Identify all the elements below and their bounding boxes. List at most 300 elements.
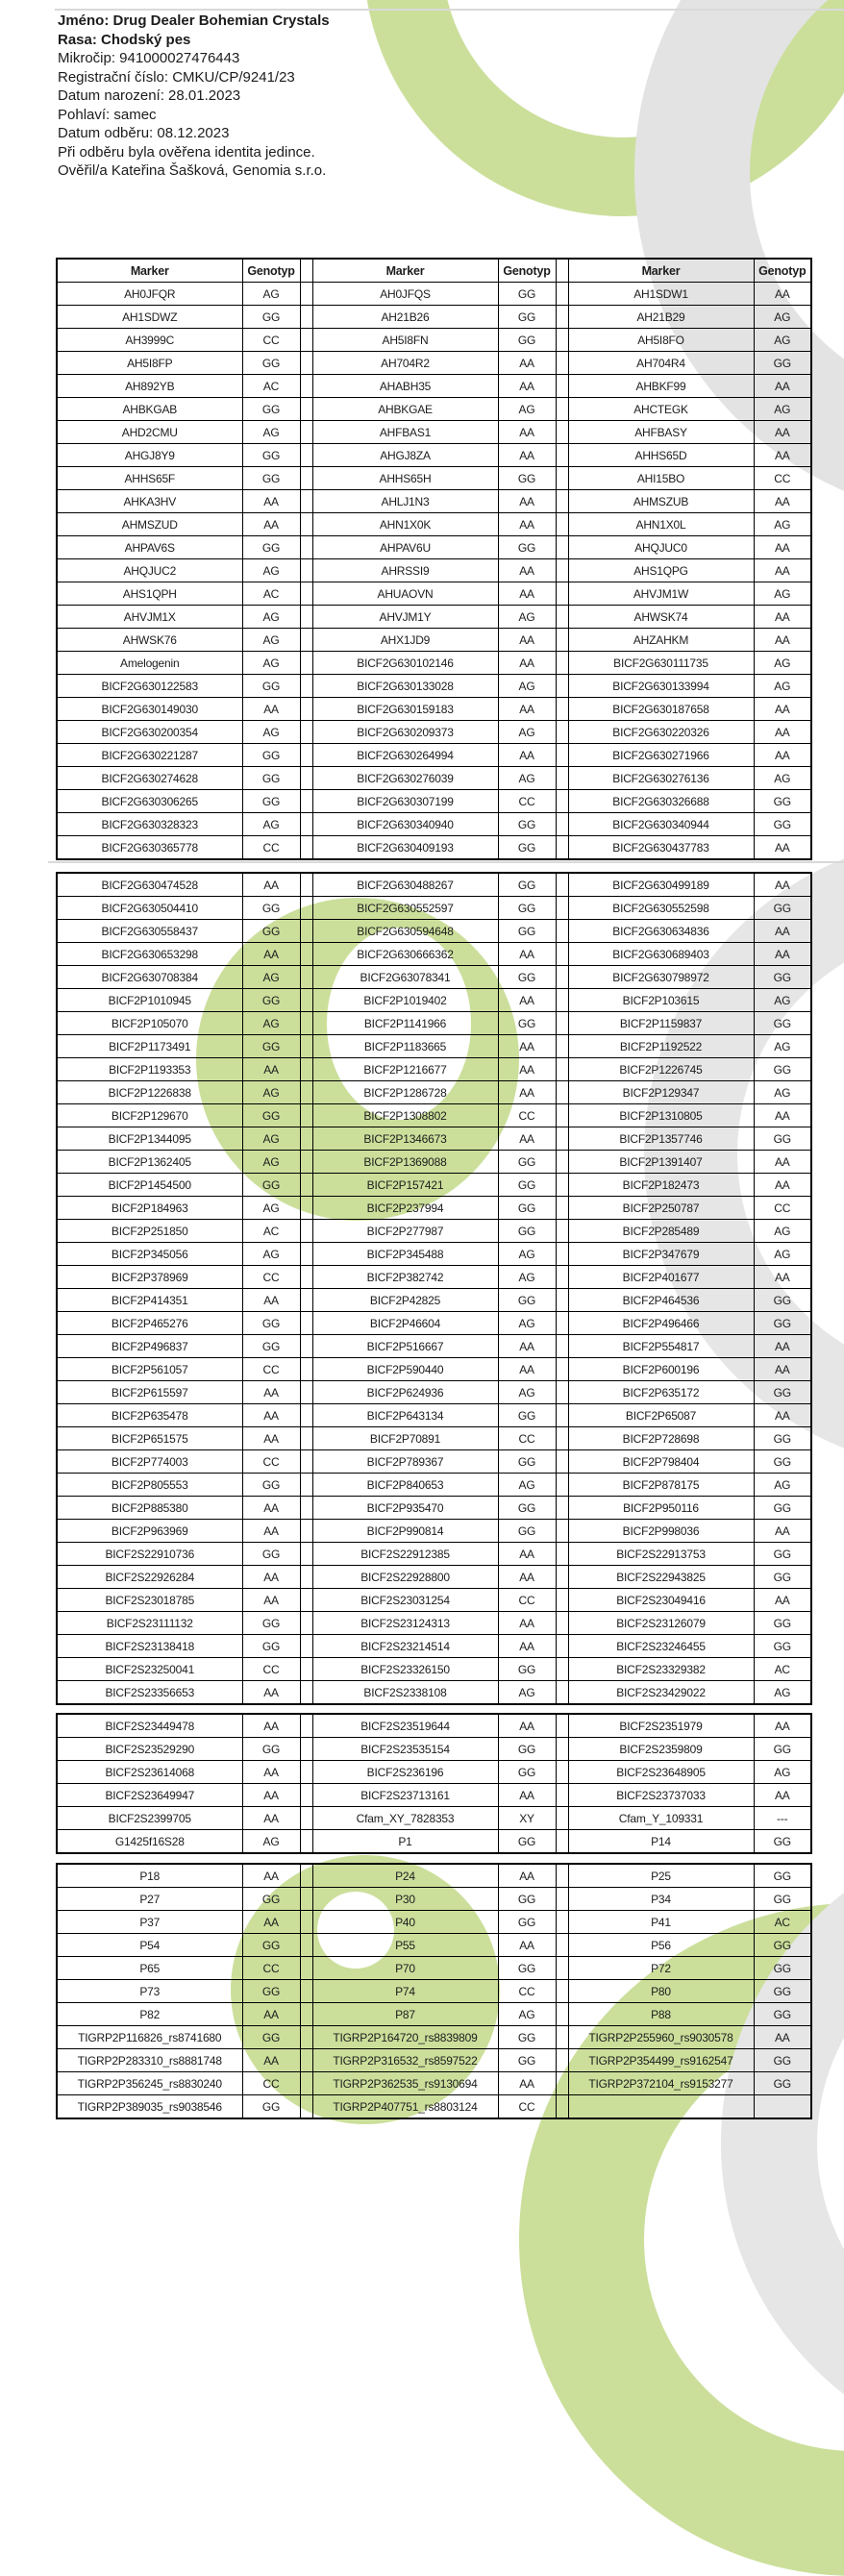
genotype-cell: AA bbox=[498, 652, 556, 675]
genotype-cell: AA bbox=[754, 1784, 811, 1807]
genotype-cell: CC bbox=[498, 1589, 556, 1612]
genotype-cell: AC bbox=[754, 1658, 811, 1681]
spacer-cell bbox=[300, 1612, 312, 1635]
genotype-cell: GG bbox=[754, 2049, 811, 2072]
genotype-cell: GG bbox=[242, 1888, 300, 1911]
spacer-cell bbox=[556, 1289, 568, 1312]
genotype-cell: GG bbox=[754, 1980, 811, 2003]
genotype-cell: AA bbox=[498, 490, 556, 513]
marker-cell: BICF2S23535154 bbox=[312, 1738, 498, 1761]
marker-cell: Amelogenin bbox=[57, 652, 242, 675]
table-row bbox=[57, 1358, 811, 1381]
marker-cell: P40 bbox=[312, 1911, 498, 1934]
genotype-cell: GG bbox=[242, 1335, 300, 1358]
marker-cell: BICF2S23138418 bbox=[57, 1635, 242, 1658]
genotype-cell: AA bbox=[498, 1714, 556, 1738]
marker-cell: AHMSZUB bbox=[568, 490, 754, 513]
table-row bbox=[57, 398, 811, 421]
table-row bbox=[57, 559, 811, 582]
table-row bbox=[57, 790, 811, 813]
marker-cell: BICF2P805553 bbox=[57, 1474, 242, 1497]
spacer-cell bbox=[556, 767, 568, 790]
spacer-cell bbox=[300, 873, 312, 897]
marker-cell: BICF2P1454500 bbox=[57, 1174, 242, 1197]
genotype-cell: AA bbox=[498, 1335, 556, 1358]
marker-cell: AHHS65H bbox=[312, 467, 498, 490]
marker-cell: BICF2P789367 bbox=[312, 1450, 498, 1474]
table-row bbox=[57, 989, 811, 1012]
spacer-cell bbox=[556, 606, 568, 629]
genotype-cell: AG bbox=[754, 652, 811, 675]
marker-cell: BICF2P251850 bbox=[57, 1220, 242, 1243]
spacer-cell bbox=[556, 283, 568, 306]
marker-cell: BICF2G630634836 bbox=[568, 920, 754, 943]
marker-cell: BICF2S23124313 bbox=[312, 1612, 498, 1635]
table-row bbox=[57, 1589, 811, 1612]
marker-cell: AHBKF99 bbox=[568, 375, 754, 398]
genotype-cell: AA bbox=[498, 1612, 556, 1635]
marker-cell: BICF2P1286728 bbox=[312, 1081, 498, 1104]
marker-cell: BICF2G630474528 bbox=[57, 873, 242, 897]
marker-cell: AH5I8FN bbox=[312, 329, 498, 352]
genotype-cell: AA bbox=[242, 1381, 300, 1404]
marker-cell: P74 bbox=[312, 1980, 498, 2003]
genotype-cell: CC bbox=[242, 1957, 300, 1980]
marker-cell: AH704R2 bbox=[312, 352, 498, 375]
genotype-cell: AG bbox=[242, 559, 300, 582]
marker-cell: BICF2G630689403 bbox=[568, 943, 754, 966]
table-row bbox=[57, 513, 811, 536]
genotype-cell: AA bbox=[498, 1035, 556, 1058]
genotype-cell: GG bbox=[754, 1381, 811, 1404]
genotype-cell: AA bbox=[754, 1520, 811, 1543]
table-row bbox=[57, 444, 811, 467]
marker-cell: G1425f16S28 bbox=[57, 1830, 242, 1854]
genotype-cell: AG bbox=[498, 675, 556, 698]
marker-cell: TIGRP2P354499_rs9162547 bbox=[568, 2049, 754, 2072]
table-row bbox=[57, 1807, 811, 1830]
marker-cell: BICF2P157421 bbox=[312, 1174, 498, 1197]
marker-cell: Cfam_XY_7828353 bbox=[312, 1807, 498, 1830]
marker-cell: AH0JFQR bbox=[57, 283, 242, 306]
spacer-cell bbox=[300, 1104, 312, 1127]
marker-cell: BICF2S22912385 bbox=[312, 1543, 498, 1566]
table-row bbox=[57, 1174, 811, 1197]
marker-cell: BICF2P878175 bbox=[568, 1474, 754, 1497]
table-row bbox=[57, 1450, 811, 1474]
genotype-cell: GG bbox=[754, 1864, 811, 1888]
table-row bbox=[57, 1864, 811, 1888]
genotype-cell: AG bbox=[754, 1081, 811, 1104]
genotype-cell: AG bbox=[242, 629, 300, 652]
genotype-cell: GG bbox=[754, 1450, 811, 1474]
marker-cell: AH5I8FO bbox=[568, 329, 754, 352]
marker-cell: BICF2S23449478 bbox=[57, 1714, 242, 1738]
marker-cell: BICF2S23519644 bbox=[312, 1714, 498, 1738]
divider-line-middle bbox=[48, 861, 844, 863]
spacer-cell bbox=[556, 1497, 568, 1520]
spacer-cell bbox=[300, 1312, 312, 1335]
table-row bbox=[57, 1714, 811, 1738]
table-row bbox=[57, 1497, 811, 1520]
genotype-cell bbox=[754, 2095, 811, 2119]
marker-cell: BICF2G630276136 bbox=[568, 767, 754, 790]
marker-cell: BICF2P840653 bbox=[312, 1474, 498, 1497]
genotype-cell: GG bbox=[498, 873, 556, 897]
marker-cell: BICF2G630558437 bbox=[57, 920, 242, 943]
table-row bbox=[57, 721, 811, 744]
marker-cell: P87 bbox=[312, 2003, 498, 2026]
genotype-cell: GG bbox=[754, 1427, 811, 1450]
marker-cell: BICF2P378969 bbox=[57, 1266, 242, 1289]
header-line-birthdate: Datum narození: 28.01.2023 bbox=[58, 87, 241, 104]
spacer-cell bbox=[300, 2026, 312, 2049]
genotype-cell: GG bbox=[242, 1738, 300, 1761]
spacer-cell bbox=[556, 1635, 568, 1658]
marker-cell: BICF2G630499189 bbox=[568, 873, 754, 897]
spacer-cell bbox=[300, 606, 312, 629]
genotype-cell: AA bbox=[754, 1174, 811, 1197]
marker-cell: TIGRP2P356245_rs8830240 bbox=[57, 2072, 242, 2095]
genotype-cell: AA bbox=[754, 606, 811, 629]
genotype-cell: AA bbox=[242, 698, 300, 721]
spacer-cell bbox=[300, 2095, 312, 2119]
genotype-cell: AA bbox=[498, 2072, 556, 2095]
marker-cell: TIGRP2P116826_rs8741680 bbox=[57, 2026, 242, 2049]
spacer-cell bbox=[556, 2003, 568, 2026]
table-row bbox=[57, 1566, 811, 1589]
marker-cell: AH21B26 bbox=[312, 306, 498, 329]
marker-cell: AHFBAS1 bbox=[312, 421, 498, 444]
spacer-cell bbox=[300, 1681, 312, 1705]
genotype-cell: AA bbox=[754, 490, 811, 513]
marker-cell: AHLJ1N3 bbox=[312, 490, 498, 513]
table-row bbox=[57, 1197, 811, 1220]
genotype-cell: AG bbox=[498, 1243, 556, 1266]
genotype-cell: AG bbox=[242, 1012, 300, 1035]
marker-cell: AHBKGAE bbox=[312, 398, 498, 421]
marker-cell: BICF2G630594648 bbox=[312, 920, 498, 943]
spacer-cell bbox=[300, 1589, 312, 1612]
marker-cell: BICF2P345488 bbox=[312, 1243, 498, 1266]
marker-cell: P88 bbox=[568, 2003, 754, 2026]
marker-cell: AH1SDWZ bbox=[57, 306, 242, 329]
spacer-cell bbox=[300, 1335, 312, 1358]
genotype-cell: GG bbox=[754, 1738, 811, 1761]
marker-cell: BICF2P728698 bbox=[568, 1427, 754, 1450]
genotype-cell: GG bbox=[754, 2072, 811, 2095]
genotype-cell: AA bbox=[754, 920, 811, 943]
spacer-cell bbox=[556, 1151, 568, 1174]
marker-cell: BICF2G630798972 bbox=[568, 966, 754, 989]
genotype-cell: AA bbox=[754, 1358, 811, 1381]
table-row bbox=[57, 582, 811, 606]
marker-cell: BICF2P1173491 bbox=[57, 1035, 242, 1058]
marker-cell: BICF2S23713161 bbox=[312, 1784, 498, 1807]
spacer-cell bbox=[300, 1427, 312, 1450]
table-row bbox=[57, 1335, 811, 1358]
marker-cell: AHGJ8ZA bbox=[312, 444, 498, 467]
spacer-cell bbox=[556, 559, 568, 582]
marker-cell: AHQJUC2 bbox=[57, 559, 242, 582]
genotype-cell: GG bbox=[242, 1104, 300, 1127]
marker-cell: BICF2P464536 bbox=[568, 1289, 754, 1312]
spacer-cell bbox=[556, 836, 568, 860]
table-row bbox=[57, 1474, 811, 1497]
spacer-cell bbox=[300, 1243, 312, 1266]
table-row bbox=[57, 1058, 811, 1081]
genotype-cell: GG bbox=[242, 1635, 300, 1658]
spacer-cell bbox=[300, 352, 312, 375]
spacer-cell bbox=[556, 1980, 568, 2003]
genotype-cell: AG bbox=[754, 1474, 811, 1497]
genotype-cell: GG bbox=[498, 329, 556, 352]
spacer-cell bbox=[300, 1404, 312, 1427]
marker-cell: BICF2P347679 bbox=[568, 1243, 754, 1266]
genotype-table-2 bbox=[56, 872, 812, 1705]
genotype-cell: AA bbox=[242, 1566, 300, 1589]
table-row bbox=[57, 873, 811, 897]
table-row bbox=[57, 1289, 811, 1312]
spacer-cell bbox=[556, 1058, 568, 1081]
marker-cell: AHD2CMU bbox=[57, 421, 242, 444]
genotype-column-header: Genotyp bbox=[754, 259, 811, 283]
marker-cell: BICF2G630708384 bbox=[57, 966, 242, 989]
marker-cell: BICF2S23111132 bbox=[57, 1612, 242, 1635]
marker-cell: BICF2G630437783 bbox=[568, 836, 754, 860]
spacer-cell bbox=[556, 2072, 568, 2095]
spacer-cell bbox=[556, 1566, 568, 1589]
marker-cell: P24 bbox=[312, 1864, 498, 1888]
spacer-cell bbox=[300, 1980, 312, 2003]
marker-cell: BICF2P1019402 bbox=[312, 989, 498, 1012]
spacer-cell bbox=[300, 467, 312, 490]
table-row bbox=[57, 1127, 811, 1151]
genotype-cell: GG bbox=[754, 1127, 811, 1151]
spacer-cell bbox=[556, 1427, 568, 1450]
marker-cell: BICF2G630133028 bbox=[312, 675, 498, 698]
marker-cell: BICF2P401677 bbox=[568, 1266, 754, 1289]
genotype-cell: GG bbox=[498, 283, 556, 306]
spacer-cell bbox=[300, 2072, 312, 2095]
genotype-cell: GG bbox=[754, 1830, 811, 1854]
genotype-cell: AG bbox=[498, 767, 556, 790]
table-row bbox=[57, 813, 811, 836]
marker-cell: BICF2P950116 bbox=[568, 1497, 754, 1520]
genotype-cell: AA bbox=[754, 1714, 811, 1738]
marker-cell: BICF2P129347 bbox=[568, 1081, 754, 1104]
table-row bbox=[57, 1220, 811, 1243]
marker-cell: P72 bbox=[568, 1957, 754, 1980]
spacer-cell bbox=[556, 1358, 568, 1381]
genotype-cell: AA bbox=[242, 1589, 300, 1612]
genotype-cell: AA bbox=[754, 943, 811, 966]
marker-cell: BICF2S22943825 bbox=[568, 1566, 754, 1589]
table-row bbox=[57, 1266, 811, 1289]
marker-cell: P65 bbox=[57, 1957, 242, 1980]
genotype-cell: AG bbox=[754, 1243, 811, 1266]
genotype-cell: GG bbox=[498, 1151, 556, 1174]
spacer-cell bbox=[556, 1520, 568, 1543]
spacer-cell bbox=[556, 966, 568, 989]
genotype-cell: GG bbox=[498, 1174, 556, 1197]
spacer-cell bbox=[556, 1243, 568, 1266]
marker-cell: BICF2S2399705 bbox=[57, 1807, 242, 1830]
spacer-cell bbox=[556, 1957, 568, 1980]
genotype-cell: GG bbox=[242, 1612, 300, 1635]
genotype-cell: GG bbox=[242, 444, 300, 467]
marker-cell: BICF2P1362405 bbox=[57, 1151, 242, 1174]
table-row bbox=[57, 1012, 811, 1035]
marker-cell: BICF2P624936 bbox=[312, 1381, 498, 1404]
spacer-cell bbox=[300, 1127, 312, 1151]
marker-cell: P14 bbox=[568, 1830, 754, 1854]
spacer-cell bbox=[300, 1658, 312, 1681]
marker-cell: BICF2G630187658 bbox=[568, 698, 754, 721]
spacer-cell bbox=[556, 1266, 568, 1289]
marker-cell: TIGRP2P389035_rs9038546 bbox=[57, 2095, 242, 2119]
marker-cell: BICF2G630409193 bbox=[312, 836, 498, 860]
table-row bbox=[57, 490, 811, 513]
spacer-cell bbox=[556, 1543, 568, 1566]
header-line-registration: Registrační číslo: CMKU/CP/9241/23 bbox=[58, 68, 295, 86]
marker-cell: BICF2S23049416 bbox=[568, 1589, 754, 1612]
marker-cell: BICF2P42825 bbox=[312, 1289, 498, 1312]
marker-cell: BICF2P561057 bbox=[57, 1358, 242, 1381]
table-row bbox=[57, 1830, 811, 1854]
genotype-cell: AG bbox=[498, 721, 556, 744]
spacer-cell bbox=[300, 2003, 312, 2026]
spacer-cell bbox=[300, 966, 312, 989]
spacer-cell bbox=[556, 897, 568, 920]
genotype-cell: GG bbox=[242, 1543, 300, 1566]
genotype-cell: AA bbox=[242, 873, 300, 897]
marker-cell: BICF2G630159183 bbox=[312, 698, 498, 721]
genotype-cell: AA bbox=[754, 1104, 811, 1127]
genotype-cell: AA bbox=[242, 1714, 300, 1738]
table-row bbox=[57, 698, 811, 721]
marker-cell: BICF2S22926284 bbox=[57, 1566, 242, 1589]
spacer-cell bbox=[556, 675, 568, 698]
genotype-cell: AA bbox=[498, 444, 556, 467]
header-line-microchip: Mikročip: 941000027476443 bbox=[58, 50, 240, 66]
genotype-cell: AA bbox=[498, 1934, 556, 1957]
genotype-cell: AA bbox=[754, 559, 811, 582]
genotype-cell: GG bbox=[242, 2026, 300, 2049]
genotype-cell: AA bbox=[754, 1589, 811, 1612]
header-line-breed: Rasa: Chodský pes bbox=[58, 31, 191, 48]
genotype-cell: GG bbox=[498, 2026, 556, 2049]
genotype-cell: GG bbox=[242, 1035, 300, 1058]
spacer-cell bbox=[556, 1761, 568, 1784]
spacer-cell bbox=[556, 536, 568, 559]
marker-cell: BICF2S2338108 bbox=[312, 1681, 498, 1705]
marker-cell: BICF2G630653298 bbox=[57, 943, 242, 966]
genotype-cell: AG bbox=[498, 606, 556, 629]
spacer-cell bbox=[300, 1474, 312, 1497]
genotype-cell: GG bbox=[754, 1888, 811, 1911]
genotype-cell: CC bbox=[498, 790, 556, 813]
table-row bbox=[57, 1151, 811, 1174]
marker-cell: BICF2P414351 bbox=[57, 1289, 242, 1312]
genotype-cell: AA bbox=[242, 1520, 300, 1543]
genotype-cell: AA bbox=[498, 943, 556, 966]
genotype-cell: CC bbox=[242, 836, 300, 860]
table-row bbox=[57, 1612, 811, 1635]
marker-cell: AHVJM1X bbox=[57, 606, 242, 629]
marker-cell: BICF2G630102146 bbox=[312, 652, 498, 675]
spacer-cell bbox=[556, 1612, 568, 1635]
genotype-cell: AG bbox=[498, 1312, 556, 1335]
table-row bbox=[57, 1312, 811, 1335]
marker-cell: BICF2P105070 bbox=[57, 1012, 242, 1035]
genotype-cell: AA bbox=[754, 2026, 811, 2049]
genotype-cell: AA bbox=[242, 1784, 300, 1807]
genotype-cell: AC bbox=[754, 1911, 811, 1934]
genotype-cell: AA bbox=[754, 444, 811, 467]
marker-cell: P27 bbox=[57, 1888, 242, 1911]
genotype-cell: GG bbox=[498, 1957, 556, 1980]
marker-cell: BICF2P285489 bbox=[568, 1220, 754, 1243]
spacer-cell bbox=[300, 536, 312, 559]
marker-cell: BICF2S23737033 bbox=[568, 1784, 754, 1807]
spacer-cell bbox=[300, 836, 312, 860]
genotype-cell: GG bbox=[754, 897, 811, 920]
genotype-cell: CC bbox=[242, 1266, 300, 1289]
genotype-cell: GG bbox=[242, 306, 300, 329]
genotype-cell: AA bbox=[242, 1497, 300, 1520]
marker-cell: BICF2G630220326 bbox=[568, 721, 754, 744]
marker-cell: BICF2P1357746 bbox=[568, 1127, 754, 1151]
genotype-cell: GG bbox=[498, 1289, 556, 1312]
marker-cell: BICF2G630111735 bbox=[568, 652, 754, 675]
marker-cell: P73 bbox=[57, 1980, 242, 2003]
genotype-cell: AG bbox=[498, 2003, 556, 2026]
marker-cell: BICF2G630504410 bbox=[57, 897, 242, 920]
marker-cell: BICF2S22910736 bbox=[57, 1543, 242, 1566]
marker-cell: AHCTEGK bbox=[568, 398, 754, 421]
marker-cell: BICF2P1183665 bbox=[312, 1035, 498, 1058]
marker-cell: BICF2P1159837 bbox=[568, 1012, 754, 1035]
table-row bbox=[57, 1911, 811, 1934]
spacer-cell bbox=[556, 513, 568, 536]
marker-cell: P41 bbox=[568, 1911, 754, 1934]
genotype-cell: GG bbox=[754, 1635, 811, 1658]
spacer-cell bbox=[556, 329, 568, 352]
marker-cell: P30 bbox=[312, 1888, 498, 1911]
genotype-cell: GG bbox=[242, 897, 300, 920]
marker-cell: BICF2P1216677 bbox=[312, 1058, 498, 1081]
marker-cell: BICF2P1226745 bbox=[568, 1058, 754, 1081]
genotype-cell: AG bbox=[498, 1381, 556, 1404]
marker-cell: BICF2G630552598 bbox=[568, 897, 754, 920]
spacer-cell bbox=[556, 790, 568, 813]
genotype-cell: CC bbox=[242, 1358, 300, 1381]
genotype-cell: GG bbox=[242, 920, 300, 943]
genotype-cell: GG bbox=[754, 813, 811, 836]
genotype-cell: GG bbox=[498, 1197, 556, 1220]
genotype-cell: GG bbox=[754, 1957, 811, 1980]
genotype-cell: AA bbox=[498, 352, 556, 375]
table-row bbox=[57, 920, 811, 943]
genotype-cell: GG bbox=[498, 1658, 556, 1681]
marker-cell: BICF2G630221287 bbox=[57, 744, 242, 767]
marker-cell: AHN1X0L bbox=[568, 513, 754, 536]
spacer-cell bbox=[300, 1714, 312, 1738]
genotype-cell: AA bbox=[498, 1784, 556, 1807]
marker-cell: BICF2G630365778 bbox=[57, 836, 242, 860]
marker-cell: AHVJM1W bbox=[568, 582, 754, 606]
